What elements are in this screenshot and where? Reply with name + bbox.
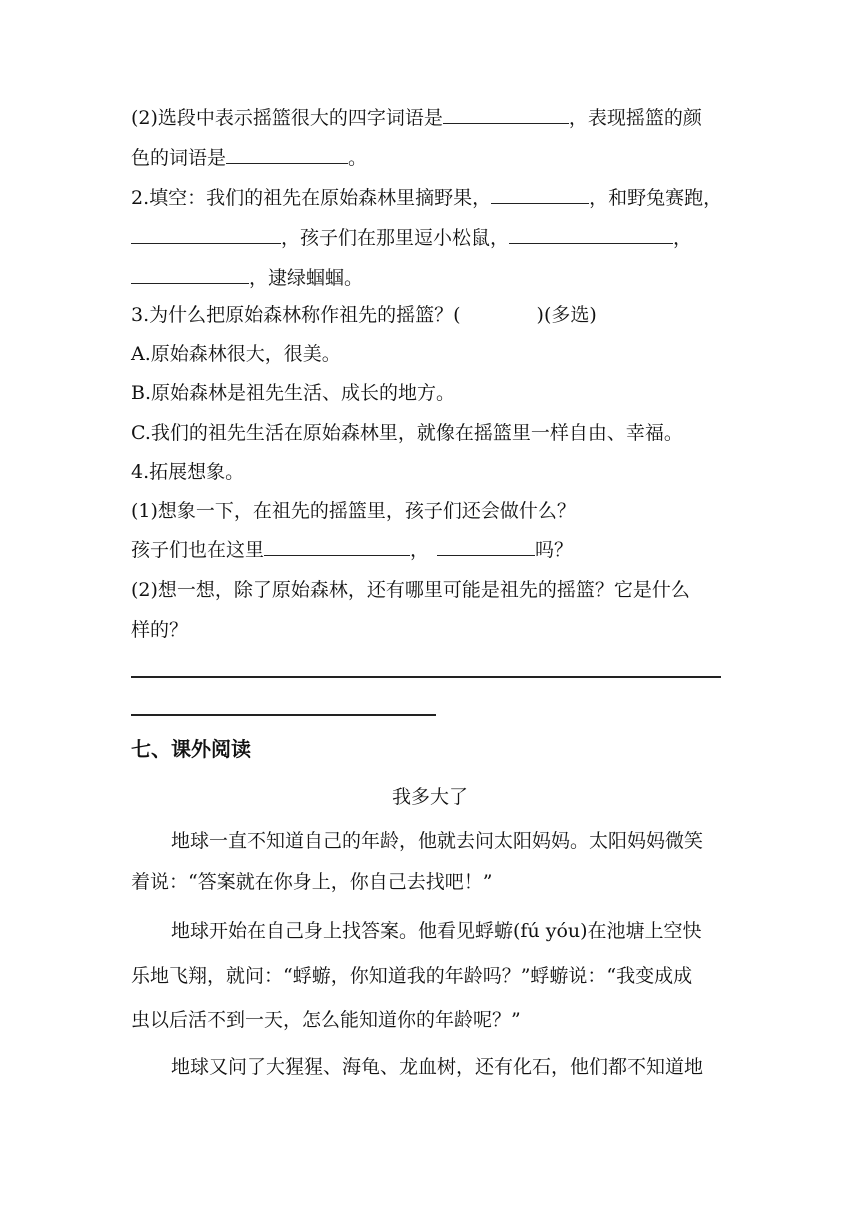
answer-rule-2[interactable] [131,714,436,716]
answer-rule-1[interactable] [131,676,721,678]
q4-sub1-blank-1[interactable] [264,537,410,556]
q2-text-e: ，逮绿蝈蝈。 [249,267,364,289]
q3-question [131,302,597,328]
q3-option-c[interactable]: C.我们的祖先生活在原始森林里，就像在摇篮里一样自由、幸福。 [131,422,683,444]
q1-2-text-b: ，表现摇篮的颜 [568,107,702,129]
q3-option-b[interactable]: B.原始森林是祖先生活、成长的地方。 [131,382,456,404]
q2-text-c: ，孩子们在那里逗小松鼠， [281,227,510,249]
q1-2-line2 [131,145,367,171]
section-heading: 七、课外阅读 [131,737,251,761]
q4-sub1-answer-line [131,537,573,563]
q3-option-a[interactable]: A.原始森林很大，很美。 [131,343,341,365]
story-p2-line2: 乐地飞翔，就问：“蜉蝣，你知道我的年龄吗？”蜉蝣说：“我变成成 [131,965,693,987]
q3-question-text-a: 3.为什么把原始森林称作祖先的摇篮？( [131,304,461,326]
story-p2-line3: 虫以后活不到一天，怎么能知道你的年龄呢？” [131,1009,521,1031]
q4-title: 4.拓展想象。 [131,461,245,483]
q2-line1 [131,185,722,211]
q4-sub1: (1)想象一下，在祖先的摇篮里，孩子们还会做什么？ [131,500,576,522]
story-title: 我多大了 [391,786,468,808]
q2-text-d: ， [673,227,693,249]
q2-text-a: 2.填空：我们的祖先在原始森林里摘野果， [131,187,492,209]
q4-sub1-text-c: 吗？ [535,539,574,561]
q2-text-b: ，和野兔赛跑， [589,187,723,209]
q4-sub2-line2: 样的？ [131,619,189,641]
q1-2-text-d: 。 [348,147,368,169]
q2-line2 [131,225,692,251]
q4-sub1-text-b: ， [410,539,430,561]
story-p1-line1: 地球一直不知道自己的年龄，他就去问太阳妈妈。太阳妈妈微笑 [171,830,704,852]
q2-blank-2[interactable] [131,225,281,244]
q1-2-line1 [131,105,702,131]
q1-2-text-c: 色的词语是 [131,147,227,169]
q1-2-blank-1[interactable] [443,105,569,124]
q4-sub1-blank-2[interactable] [437,537,535,556]
story-p1-line2: 着说：“答案就在你身上，你自己去找吧！” [131,871,493,893]
story-p2-line1: 地球开始在自己身上找答案。他看见蜉蝣(fú yóu)在池塘上空快 [171,920,702,942]
q4-sub2-line1: (2)想一想，除了原始森林，还有哪里可能是祖先的摇篮？它是什么 [131,579,690,601]
q3-question-text-b: )(多选) [536,304,597,326]
q2-blank-4[interactable] [131,265,249,284]
q1-2-text-a: (2)选段中表示摇篮很大的四字词语是 [131,107,443,129]
q2-blank-3[interactable] [509,225,673,244]
q2-blank-1[interactable] [491,185,589,204]
q4-sub1-text-a: 孩子们也在这里 [131,539,265,561]
q2-line3 [131,265,363,291]
q1-2-blank-2[interactable] [226,145,348,164]
story-p3-line1: 地球又问了大猩猩、海龟、龙血树，还有化石，他们都不知道地 [171,1056,704,1078]
